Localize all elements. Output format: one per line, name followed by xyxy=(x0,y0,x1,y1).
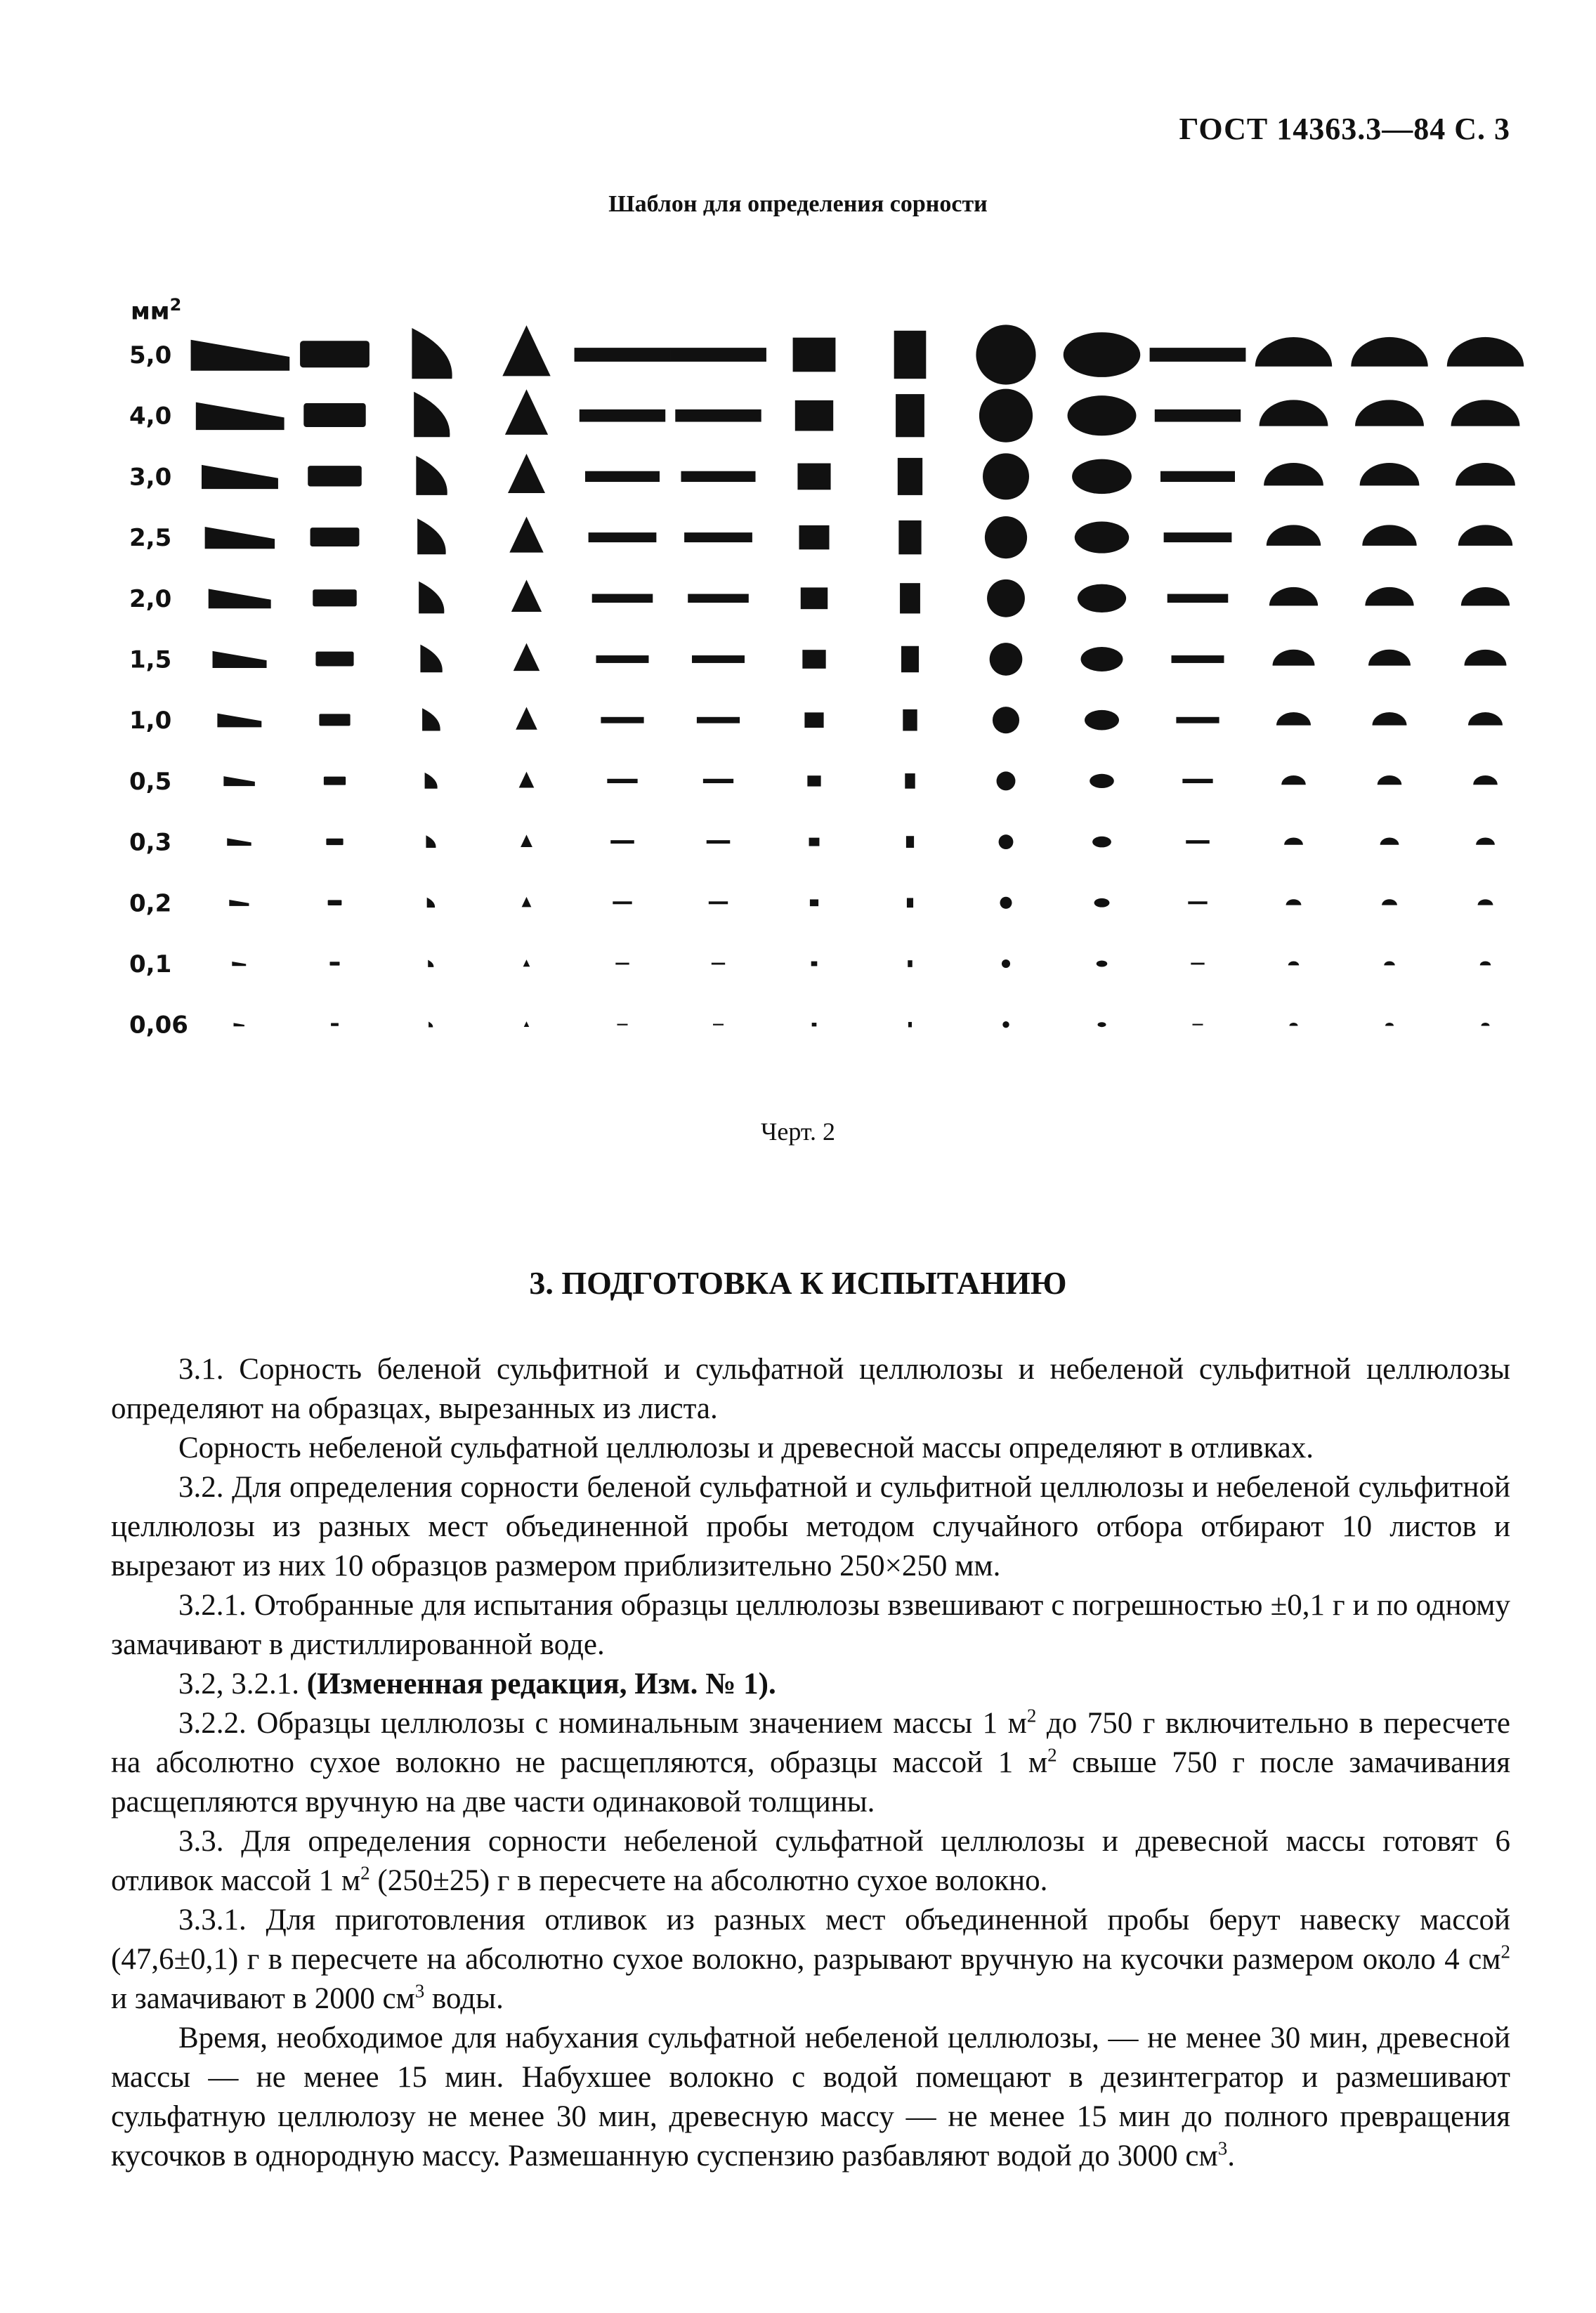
square-mark xyxy=(793,338,836,372)
dash-long-mark xyxy=(1150,348,1246,362)
p7-part-b: (250±25) г в пересчете на абсолютно сухое волокно. xyxy=(369,1864,1048,1897)
p9-part-b: . xyxy=(1227,2140,1235,2173)
row-label: 2,0 xyxy=(129,584,172,613)
rounded-wedge-mark xyxy=(425,773,438,789)
circle-mark xyxy=(985,516,1027,558)
paragraph-3-3 xyxy=(111,1822,1510,1901)
ellipse-mark xyxy=(1064,332,1140,377)
half-disc-mark xyxy=(1284,837,1303,844)
dash-long-mark xyxy=(589,532,657,542)
half-disc-mark xyxy=(1365,587,1413,605)
half-disc-mark xyxy=(1281,775,1306,785)
wedge-mark xyxy=(205,527,275,549)
p6-sup-2: 2 xyxy=(1047,1744,1057,1766)
dash-long-mark xyxy=(681,471,755,482)
square-tall-mark xyxy=(894,331,927,379)
row-label: 3,0 xyxy=(129,463,172,492)
half-disc-mark xyxy=(1478,899,1493,905)
circle-mark xyxy=(999,834,1014,849)
dash-long-mark xyxy=(692,655,745,663)
amendment-ref: 3.2, 3.2.1. xyxy=(178,1667,307,1701)
chart-caption: Черт. 2 xyxy=(761,1118,835,1146)
half-disc-mark xyxy=(1260,400,1328,426)
dash-long-mark xyxy=(1172,655,1224,663)
half-disc-mark xyxy=(1456,463,1515,485)
triangle-mark xyxy=(516,707,537,730)
paragraph-3-2-1: 3.2.1. Отобранные для испытания образцы целлюлозы взвешивают с погрешностью ±0,1 г и по одному замачивают в дистиллированной воде. xyxy=(111,1589,1510,1661)
square-mark xyxy=(811,962,818,967)
paragraph-3-2: 3.2. Для определения сорности беленой сульфатной и сульфитной целлюлозы и небеленой сульфитной целлюлозы из разных мест объединенной пробы методом случайного отбора отбирают 10 листов и вырезают из них 10 образцов размером приблизительно 250×250 мм. xyxy=(111,1471,1510,1583)
triangle-mark xyxy=(509,517,543,553)
square-mark xyxy=(810,899,818,906)
rounded-wedge-mark xyxy=(428,960,433,967)
ellipse-mark xyxy=(1068,395,1137,435)
rounded-wedge-mark xyxy=(422,708,440,730)
dash-long-mark xyxy=(607,779,637,783)
ellipse-mark xyxy=(1097,960,1107,967)
square-tall-mark xyxy=(903,709,917,731)
square-mark xyxy=(809,838,820,846)
dash-long-mark xyxy=(610,840,634,844)
dash-long-mark xyxy=(688,594,749,603)
dash-long-mark xyxy=(670,348,766,362)
dash-long-mark xyxy=(580,409,665,422)
bar-short-mark xyxy=(300,341,369,367)
template-title: Шаблон для определения сорности xyxy=(608,191,988,217)
dash-long-mark xyxy=(713,1024,724,1026)
dash-long-mark xyxy=(675,409,761,422)
square-mark xyxy=(804,712,823,728)
triangle-mark xyxy=(514,643,539,671)
wedge-mark xyxy=(209,589,271,608)
dash-long-mark xyxy=(575,348,671,362)
p6-part-c: свыше 750 г после замачивания расщепляются вручную на две части одинаковой толщины. xyxy=(111,1746,1511,1819)
dash-long-mark xyxy=(703,779,733,783)
triangle-mark xyxy=(523,959,530,967)
paragraph-3-1-b: Сорность небеленой сульфатной целлюлозы и древесной массы определяют в отливках. xyxy=(178,1431,1314,1465)
triangle-mark xyxy=(502,325,550,376)
square-mark xyxy=(795,400,833,431)
paragraph-3-3-1 xyxy=(111,1901,1510,2019)
dash-long-mark xyxy=(592,594,653,603)
unit-label-power: 2 xyxy=(169,295,182,315)
ellipse-mark xyxy=(1092,837,1111,848)
bar-short-mark xyxy=(313,589,357,606)
wedge-mark xyxy=(223,776,254,786)
wedge-mark xyxy=(202,465,278,489)
row-label: 0,1 xyxy=(129,950,172,978)
wedge-mark xyxy=(232,962,246,966)
dash-long-mark xyxy=(617,1024,628,1026)
half-disc-mark xyxy=(1255,337,1332,367)
wedge-mark xyxy=(191,340,290,371)
half-disc-mark xyxy=(1368,650,1411,666)
ellipse-mark xyxy=(1085,710,1119,730)
dash-long-mark xyxy=(601,717,643,723)
rounded-wedge-mark xyxy=(419,582,444,614)
bar-short-mark xyxy=(324,777,346,785)
square-tall-mark xyxy=(898,520,921,554)
wedge-mark xyxy=(229,900,249,906)
debris-template-chart xyxy=(0,309,1596,1054)
rounded-wedge-mark xyxy=(417,518,445,554)
bar-short-mark xyxy=(326,839,343,845)
half-disc-mark xyxy=(1468,712,1503,726)
square-tall-mark xyxy=(908,960,912,967)
wedge-mark xyxy=(227,838,251,846)
dash-long-mark xyxy=(1191,963,1204,965)
square-mark xyxy=(799,525,829,549)
half-disc-mark xyxy=(1360,463,1420,485)
half-disc-mark xyxy=(1290,1023,1298,1026)
square-tall-mark xyxy=(898,458,922,495)
half-disc-mark xyxy=(1288,961,1299,965)
circle-mark xyxy=(993,707,1019,733)
triangle-mark xyxy=(524,1021,529,1027)
circle-mark xyxy=(1002,959,1010,968)
row-label: 0,3 xyxy=(129,828,172,857)
circle-mark xyxy=(987,579,1025,617)
square-tall-mark xyxy=(896,394,924,437)
half-disc-mark xyxy=(1351,337,1427,367)
ellipse-mark xyxy=(1081,647,1123,671)
p8-part-c: воды. xyxy=(424,1982,504,2015)
half-disc-mark xyxy=(1267,525,1321,546)
row-label: 0,06 xyxy=(129,1011,188,1040)
p8-part-a: 3.3.1. Для приготовления отливок из разных мест объединенной пробы берут навеску массой (47,6±0,1) г в пересчете на абсолютно сухое волокно, разрывают вручную на кусочки размером около 4 см xyxy=(111,1904,1510,1976)
unit-label-text: мм xyxy=(131,297,170,326)
wedge-mark xyxy=(196,402,284,430)
row-label: 4,0 xyxy=(129,402,172,431)
bar-short-mark xyxy=(308,466,362,486)
square-tall-mark xyxy=(907,898,913,907)
square-tall-mark xyxy=(908,1022,912,1027)
circle-mark xyxy=(1002,1021,1009,1028)
half-disc-mark xyxy=(1355,400,1424,426)
triangle-mark xyxy=(511,579,542,612)
dash-long-mark xyxy=(1164,532,1232,542)
triangle-mark xyxy=(505,389,548,435)
square-mark xyxy=(807,775,820,786)
ellipse-mark xyxy=(1090,774,1114,788)
dash-long-mark xyxy=(1176,717,1219,723)
bar-short-mark xyxy=(330,962,340,965)
circle-mark xyxy=(983,453,1029,499)
paragraph-swelling-time xyxy=(111,2019,1510,2176)
bar-short-mark xyxy=(331,1023,339,1026)
dash-long-mark xyxy=(1193,1024,1203,1026)
half-disc-mark xyxy=(1476,837,1495,844)
half-disc-mark xyxy=(1382,899,1397,905)
row-label: 0,2 xyxy=(129,889,172,918)
rounded-wedge-mark xyxy=(427,898,435,907)
ellipse-mark xyxy=(1098,1022,1106,1027)
half-disc-mark xyxy=(1380,837,1399,844)
bar-short-mark xyxy=(303,403,365,427)
half-disc-mark xyxy=(1461,587,1510,605)
p7-part-a: 3.3. Для определения сорности небеленой сульфатной целлюлозы и древесной массы готовят 6 отливок массой 1 м xyxy=(111,1825,1510,1897)
square-mark xyxy=(797,464,830,490)
square-tall-mark xyxy=(901,646,919,672)
square-mark xyxy=(812,1023,817,1026)
p7-sup: 2 xyxy=(360,1862,370,1884)
half-disc-mark xyxy=(1458,525,1512,546)
half-disc-mark xyxy=(1286,899,1302,905)
half-disc-mark xyxy=(1264,463,1323,485)
row-label: 1,5 xyxy=(129,646,172,674)
paragraph-3-2-2 xyxy=(111,1704,1510,1822)
rounded-wedge-mark xyxy=(414,392,450,438)
ellipse-mark xyxy=(1078,584,1126,612)
square-tall-mark xyxy=(906,836,914,848)
circle-mark xyxy=(979,389,1033,443)
p8-part-b: и замачивают в 2000 см xyxy=(111,1982,415,2015)
triangle-mark xyxy=(519,772,535,788)
square-tall-mark xyxy=(905,773,915,789)
row-label: 1,0 xyxy=(129,707,172,735)
half-disc-mark xyxy=(1447,337,1524,367)
half-disc-mark xyxy=(1384,961,1394,965)
triangle-mark xyxy=(508,454,545,493)
p6-part-b: до 750 г включительно в пересчете на абсолютно сухое волокно не расщепляются, образцы массой 1 м xyxy=(111,1707,1510,1779)
ellipse-mark xyxy=(1094,898,1110,907)
dash-long-mark xyxy=(613,901,632,904)
p8-sup-1: 2 xyxy=(1500,1941,1510,1963)
dash-long-mark xyxy=(1167,594,1229,603)
rounded-wedge-mark xyxy=(416,456,447,495)
circle-mark xyxy=(1000,897,1012,909)
square-mark xyxy=(802,650,825,669)
paragraph-3-1: 3.1. Сорность беленой сульфитной и сульфатной целлюлозы и небеленой сульфитной целлюлозы определяют на образцах, вырезанных из листа. xyxy=(111,1353,1510,1425)
p8-sup-2: 3 xyxy=(414,1980,425,2002)
half-disc-mark xyxy=(1378,775,1402,785)
dash-long-mark xyxy=(709,901,728,904)
half-disc-mark xyxy=(1385,1023,1394,1026)
half-disc-mark xyxy=(1269,587,1318,605)
dash-long-mark xyxy=(712,963,725,965)
amendment-note: (Измененная редакция, Изм. № 1). xyxy=(306,1667,776,1701)
row-label: 2,5 xyxy=(129,524,172,553)
ellipse-mark xyxy=(1075,522,1129,553)
p9-part-a: Время, необходимое для набухания сульфатной небеленой целлюлозы, — не менее 30 мин, древесной массы — не менее 15 мин. Набухшее волокно с водой помещают в дезинтегратор и размешивают сульфатную целлюлозу не менее 30 мин, древесную массу — не менее 15 мин до полного превращения кусочков в однородную массу. Размешанную суспензию разбавляют водой до 3000 см xyxy=(111,2022,1510,2173)
paragraph-amendment xyxy=(111,1665,1510,1704)
wedge-mark xyxy=(234,1023,244,1026)
rounded-wedge-mark xyxy=(429,1022,433,1028)
half-disc-mark xyxy=(1481,1023,1490,1026)
circle-mark xyxy=(990,643,1023,676)
bar-short-mark xyxy=(310,528,360,546)
p6-part-a: 3.2.2. Образцы целлюлозы с номинальным значением массы 1 м xyxy=(178,1707,1027,1740)
p9-sup: 3 xyxy=(1217,2137,1228,2159)
half-disc-mark xyxy=(1273,650,1315,666)
dash-long-mark xyxy=(596,655,649,663)
square-mark xyxy=(801,587,828,609)
bar-short-mark xyxy=(328,900,342,905)
dash-long-mark xyxy=(1188,901,1207,904)
dash-long-mark xyxy=(684,532,752,542)
half-disc-mark xyxy=(1373,712,1407,726)
rounded-wedge-mark xyxy=(412,328,452,379)
bar-short-mark xyxy=(319,714,350,726)
section-heading: 3. ПОДГОТОВКА К ИСПЫТАНИЮ xyxy=(529,1265,1067,1301)
square-tall-mark xyxy=(900,583,920,613)
half-disc-mark xyxy=(1362,525,1416,546)
circle-mark xyxy=(997,771,1016,790)
dash-long-mark xyxy=(615,963,629,965)
half-disc-mark xyxy=(1451,400,1520,426)
ellipse-mark xyxy=(1072,459,1132,494)
dash-long-mark xyxy=(1155,409,1241,422)
half-disc-mark xyxy=(1480,961,1491,965)
row-label: 5,0 xyxy=(129,341,172,369)
half-disc-mark xyxy=(1473,775,1498,785)
dash-long-mark xyxy=(697,717,740,723)
bar-short-mark xyxy=(315,652,353,667)
wedge-mark xyxy=(217,714,261,728)
dash-long-mark xyxy=(1186,840,1210,844)
dash-long-mark xyxy=(1160,471,1235,482)
triangle-mark xyxy=(521,834,532,847)
wedge-mark xyxy=(213,651,267,668)
rounded-wedge-mark xyxy=(426,835,436,848)
circle-mark xyxy=(976,325,1035,384)
p6-sup-1: 2 xyxy=(1026,1705,1037,1726)
dash-long-mark xyxy=(585,471,660,482)
triangle-mark xyxy=(522,897,532,907)
dash-long-mark xyxy=(1182,779,1212,783)
section-body xyxy=(111,1350,1510,2176)
half-disc-mark xyxy=(1276,712,1311,726)
row-label: 0,5 xyxy=(129,767,172,796)
rounded-wedge-mark xyxy=(420,645,442,673)
dash-long-mark xyxy=(707,840,731,844)
page-header: ГОСТ 14363.3—84 С. 3 xyxy=(1179,112,1510,146)
half-disc-mark xyxy=(1465,650,1507,666)
